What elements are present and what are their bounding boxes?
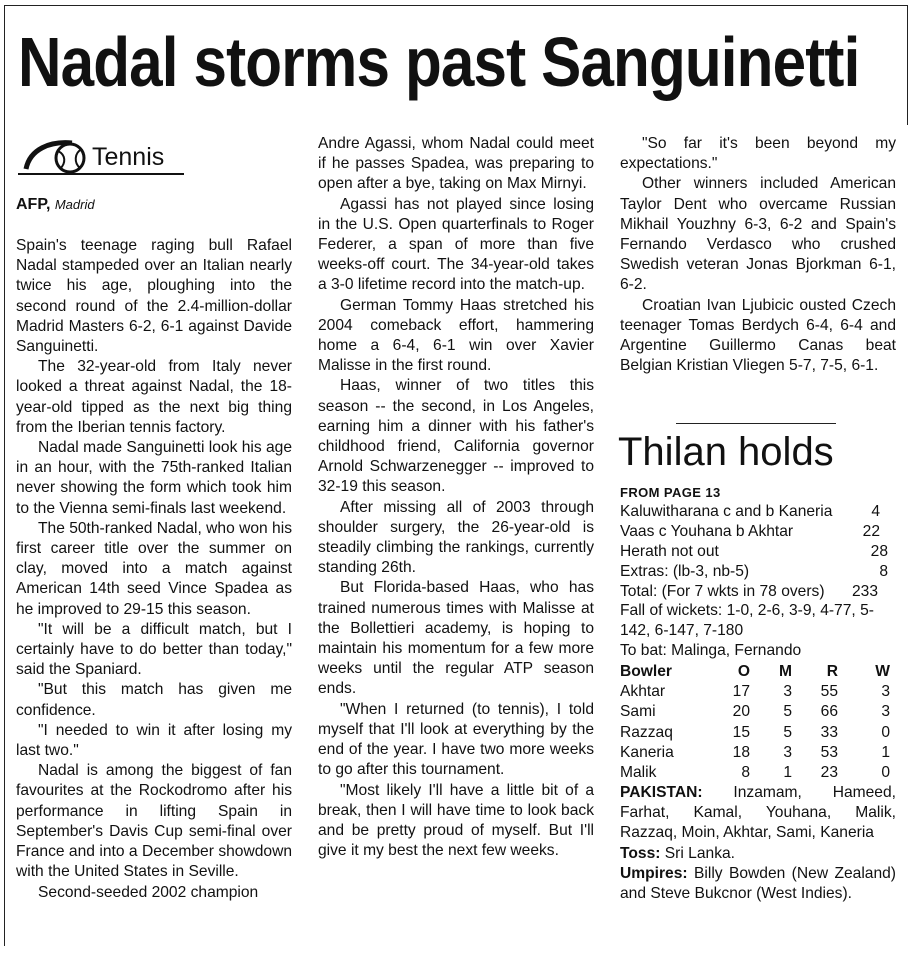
paragraph: But Florida-based Haas, who has trained numerous times with Malisse at the Bollettieri academy, is hoping to maintain his momentum for a few more weeks until the regular ATP season ends. <box>318 579 594 698</box>
wickets: 3 <box>881 703 890 721</box>
byline-location: Madrid <box>54 197 95 212</box>
paragraph: Second-seeded 2002 champion <box>38 883 259 901</box>
paragraph: Croatian Ivan Ljubicic ousted Czech teenager Tomas Berdych 6-4, 6-4 and Argentine Guillermo Canas beat Belgian Kristian Vliegen 5-7, 7-5, 6-1. <box>620 296 896 375</box>
paragraph: The 32-year-old from Italy never looked a threat against Nadal, the 18-year-old tipped as the next big thing from the Iberian tennis factory. <box>16 358 292 436</box>
table-row <box>620 723 890 743</box>
team-info <box>620 783 896 904</box>
runs: 55 <box>820 683 838 701</box>
batsman-runs: 4 <box>871 503 880 520</box>
fall-of-wickets: Fall of wickets: 1-0, 2-6, 3-9, 4-77, 5-142, 6-147, 7-180 <box>620 602 874 640</box>
right-border <box>907 5 908 125</box>
maidens: 3 <box>783 683 792 701</box>
bowling-header-row <box>620 662 890 682</box>
left-border <box>4 5 5 946</box>
paragraph: Andre Agassi, whom Nadal could meet if he passes Spadea, was preparing to open after a bye, taking on Max Mirnyi. <box>318 135 594 193</box>
byline <box>16 196 95 214</box>
wickets-header: W <box>875 663 890 680</box>
toss-line <box>620 844 896 864</box>
batsman-name: Kaluwitharana c and b Kaneria <box>620 503 833 520</box>
batsman-runs: 22 <box>862 523 880 540</box>
pakistan-label: PAKISTAN: <box>620 784 703 801</box>
umpires-value: Billy Bowden (New Zealand) and Steve Bukcnor (West Indies). <box>620 864 896 903</box>
maidens: 1 <box>783 764 792 782</box>
overs: 20 <box>732 703 750 721</box>
paragraph: "But this match has given me confidence. <box>16 681 292 719</box>
paragraph: Spain's teenage raging bull Rafael Nadal stampeded over an Italian nearly twice his age, ploughing into the second round of the 2.4-million-dollar Madrid Masters 6-2, 6-1 against Davide Sanguinetti. <box>16 237 292 356</box>
paragraph: German Tommy Haas stretched his 2004 comeback effort, hammering home a 6-4, 6-1 win over Xavier Malisse in the first round. <box>318 296 594 375</box>
paragraph: "So far it's been beyond my expectations." <box>620 135 896 173</box>
paragraph: "I needed to win it after losing my last two." <box>16 721 292 760</box>
paragraph: Agassi has not played since losing in the U.S. Open quarterfinals to Roger Federer, a span of more than five weeks-off court. The 34-year-old takes a 3-0 lifetime record into the match-up. <box>318 195 594 294</box>
overs: 17 <box>732 683 750 701</box>
story-separator <box>676 423 836 424</box>
toss-label: Toss: <box>620 844 661 862</box>
paragraph: After missing all of 2003 through shoulder surgery, the 26-year-old is steadily climbing the rankings, currently standing 26th. <box>318 498 594 577</box>
article-column-3 <box>620 134 896 376</box>
wickets: 3 <box>881 683 890 701</box>
bowler-name: Kaneria <box>620 743 674 761</box>
runs-header: R <box>826 663 838 680</box>
bowler-name: Sami <box>620 703 656 721</box>
bowling-table <box>620 662 890 783</box>
total-label: Total: (For 7 wkts in 78 overs) <box>620 583 825 600</box>
headline: Nadal storms past Sanguinetti <box>18 23 860 101</box>
total-runs: 233 <box>851 583 878 600</box>
maidens-header: M <box>779 663 792 680</box>
umpires-line <box>620 864 896 904</box>
wickets: 0 <box>881 764 890 782</box>
wickets: 0 <box>881 723 890 741</box>
byline-agency: AFP, <box>16 196 51 213</box>
batsman-name: Herath not out <box>620 543 719 560</box>
fall-of-wickets-block <box>620 601 896 662</box>
article-column-1 <box>16 236 292 903</box>
jump-line: FROM PAGE 13 <box>620 485 721 500</box>
bowler-name: Akhtar <box>620 683 666 701</box>
table-row <box>620 763 890 783</box>
paragraph: Nadal made Sanguinetti look his age in an hour, with the 75th-ranked Italian never showing the form which took him to the Vienna semi-finals last weekend. <box>16 439 292 517</box>
batsman-name: Vaas c Youhana b Akhtar <box>620 523 794 540</box>
extras-label: Extras: (lb-3, nb-5) <box>620 563 750 580</box>
sidebar-headline: Thilan holds <box>618 430 834 474</box>
batting-row <box>620 502 888 522</box>
section-label: Tennis <box>92 143 165 171</box>
runs: 53 <box>820 743 838 761</box>
table-row <box>620 702 890 722</box>
toss-value: Sri Lanka. <box>664 844 735 862</box>
maidens: 5 <box>783 723 792 741</box>
paragraph: Other winners included American Taylor Dent who overcame Russian Mikhail Youzhny 6-3, 6-2 and Spain's Fernando Verdasco who crushed Swedish veteran Jonas Bjorkman 6-1, 6-2. <box>620 175 896 294</box>
overs-header: O <box>737 663 750 680</box>
maidens: 5 <box>783 703 792 721</box>
runs: 66 <box>820 703 838 721</box>
bowler-name: Razzaq <box>620 723 673 741</box>
maidens: 3 <box>783 743 792 761</box>
paragraph: "When I returned (to tennis), I told myself that I'll look at everything by the end of the year. I have two more weeks to go after this tournament. <box>318 700 594 779</box>
batting-row <box>620 582 888 602</box>
paragraph: "It will be a difficult match, but I certainly have to do better than today," said the Spaniard. <box>16 620 292 679</box>
extras-runs: 8 <box>879 563 888 580</box>
table-row <box>620 682 890 702</box>
runs: 23 <box>820 764 838 782</box>
article-column-2 <box>318 134 594 861</box>
section-rule <box>18 173 184 175</box>
section-badge <box>18 137 184 173</box>
overs: 15 <box>732 723 750 741</box>
runs: 33 <box>820 723 838 741</box>
batting-row <box>620 542 888 562</box>
bowler-header: Bowler <box>620 663 672 680</box>
batting-row <box>620 522 888 542</box>
paragraph: The 50th-ranked Nadal, who won his first career title over the summer on clay, moved into a match against American 14th seed Vince Spadea as he improved to 29-15 this season. <box>16 519 292 618</box>
top-border <box>4 5 908 6</box>
tennis-ball-icon <box>20 139 90 173</box>
batting-row <box>620 562 888 582</box>
overs: 8 <box>741 764 750 782</box>
pakistan-players: Inzamam, Hameed, Farhat, Kamal, Youhana, Malik, Razzaq, Moin, Akhtar, Sami, Kaneria <box>620 784 896 842</box>
paragraph: Haas, winner of two titles this season -- the second, in Los Angeles, earning him a dinner with his father's childhood friend, California governor Arnold Schwarzenegger -- improved to 32-19 this season. <box>318 377 594 496</box>
to-bat: To bat: Malinga, Fernando <box>620 642 802 660</box>
paragraph: "Most likely I'll have a little bit of a break, then I will have time to look back and be pretty proud of myself. But I'll give it my best the next few weeks. <box>318 781 594 860</box>
table-row <box>620 743 890 763</box>
umpires-label: Umpires: <box>620 864 688 882</box>
bowler-name: Malik <box>620 764 657 782</box>
paragraph: Nadal is among the biggest of fan favourites at the Rockodromo after his performance in lifting Spain in September's Davis Cup semi-final over France and into a December showdown with the United States in Seville. <box>16 762 292 881</box>
overs: 18 <box>732 743 750 761</box>
batsman-runs: 28 <box>870 543 888 560</box>
pakistan-lineup <box>620 783 896 844</box>
wickets: 1 <box>881 743 890 761</box>
